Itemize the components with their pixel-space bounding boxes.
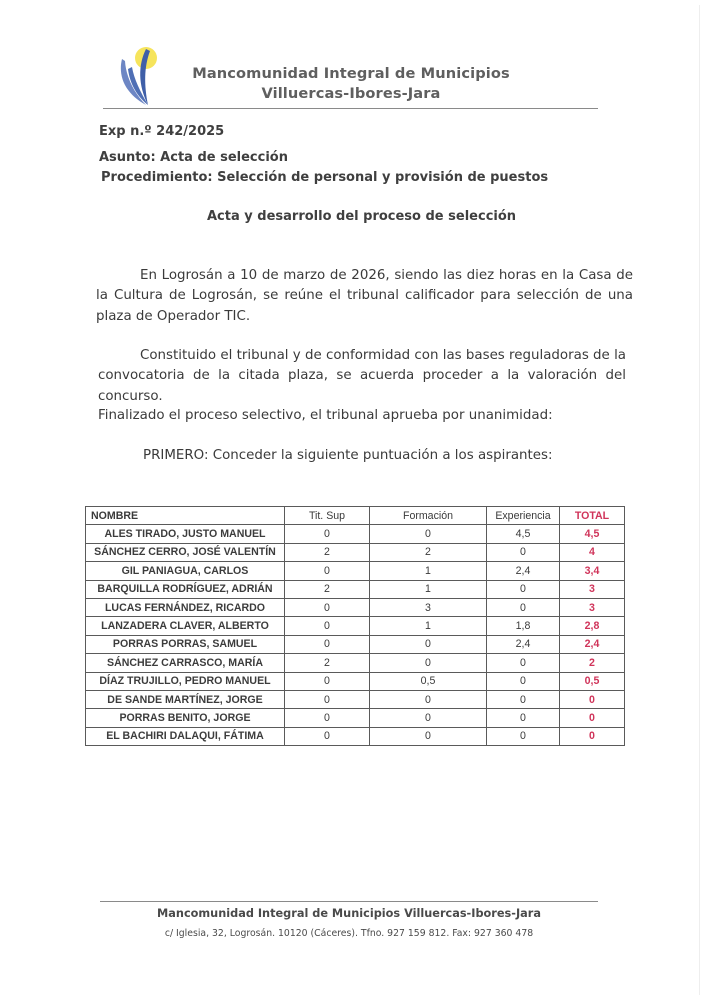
- scores-table: [85, 506, 625, 746]
- cell-formacion: 1: [370, 580, 487, 598]
- cell-nombre: LANZADERA CLAVER, ALBERTO: [86, 617, 285, 635]
- cell-nombre: ALES TIRADO, JUSTO MANUEL: [86, 525, 285, 543]
- org-line-2: Villuercas-Ibores-Jara: [261, 85, 441, 102]
- section-title: Acta y desarrollo del proceso de selección: [207, 209, 517, 224]
- cell-nombre: SÁNCHEZ CERRO, JOSÉ VALENTÍN: [86, 543, 285, 561]
- cell-nombre: DE SANDE MARTÍNEZ, JORGE: [86, 690, 285, 708]
- table-row: [86, 598, 625, 616]
- cell-experiencia: 0: [487, 727, 560, 745]
- cell-tit-sup: 2: [285, 654, 370, 672]
- cell-tit-sup: 0: [285, 562, 370, 580]
- mancomunidad-logo-icon: [116, 45, 164, 107]
- cell-total: 2,8: [560, 617, 625, 635]
- cell-formacion: 0: [370, 709, 487, 727]
- cell-formacion: 0: [370, 727, 487, 745]
- header-nombre: NOMBRE: [86, 507, 285, 525]
- cell-experiencia: 0: [487, 598, 560, 616]
- cell-nombre: PORRAS BENITO, JORGE: [86, 709, 285, 727]
- cell-tit-sup: 0: [285, 690, 370, 708]
- table-row: [86, 654, 625, 672]
- cell-formacion: 0: [370, 525, 487, 543]
- table-row: [86, 635, 625, 653]
- cell-formacion: 3: [370, 598, 487, 616]
- cell-nombre: DÍAZ TRUJILLO, PEDRO MANUEL: [86, 672, 285, 690]
- footer-divider: [100, 901, 598, 902]
- cell-total: 3,4: [560, 562, 625, 580]
- org-line-1: Mancomunidad Integral de Municipios: [192, 65, 510, 82]
- procedimiento: Procedimiento: Selección de personal y provisión de puestos: [101, 170, 549, 185]
- cell-experiencia: 2,4: [487, 635, 560, 653]
- cell-tit-sup: 0: [285, 598, 370, 616]
- cell-total: 0: [560, 727, 625, 745]
- cell-total: 0,5: [560, 672, 625, 690]
- cell-experiencia: 0: [487, 654, 560, 672]
- expediente-number: Exp n.º 242/2025: [99, 124, 225, 139]
- table-row: [86, 727, 625, 745]
- paragraph-primero: PRIMERO: Conceder la siguiente puntuación a los aspirantes:: [143, 448, 553, 463]
- cell-total: 3: [560, 580, 625, 598]
- table-row: [86, 617, 625, 635]
- cell-tit-sup: 0: [285, 525, 370, 543]
- organization-title: [175, 64, 527, 104]
- page-edge-line: [699, 5, 700, 995]
- cell-experiencia: 0: [487, 672, 560, 690]
- cell-nombre: EL BACHIRI DALAQUI, FÁTIMA: [86, 727, 285, 745]
- cell-formacion: 0: [370, 654, 487, 672]
- cell-formacion: 1: [370, 562, 487, 580]
- table-row: [86, 690, 625, 708]
- cell-nombre: LUCAS FERNÁNDEZ, RICARDO: [86, 598, 285, 616]
- footer-organization: Mancomunidad Integral de Municipios Villuercas-Ibores-Jara: [157, 907, 541, 920]
- header-divider: [103, 108, 598, 109]
- cell-tit-sup: 2: [285, 543, 370, 561]
- footer-address: c/ Iglesia, 32, Logrosán. 10120 (Cáceres). Tfno. 927 159 812. Fax: 927 360 478: [164, 928, 534, 939]
- header-total: TOTAL: [560, 507, 625, 525]
- cell-formacion: 0: [370, 635, 487, 653]
- cell-experiencia: 0: [487, 580, 560, 598]
- cell-total: 0: [560, 709, 625, 727]
- cell-total: 3: [560, 598, 625, 616]
- paragraph-meeting: En Logrosán a 10 de marzo de 2026, siendo las diez horas en la Casa de la Cultura de Logrosán, se reúne el tribunal calificador para selección de una plaza de Operador TIC.: [96, 268, 633, 324]
- table-row: [86, 672, 625, 690]
- cell-formacion: 2: [370, 543, 487, 561]
- cell-formacion: 0,5: [370, 672, 487, 690]
- cell-total: 4,5: [560, 525, 625, 543]
- cell-experiencia: 0: [487, 543, 560, 561]
- header-experiencia: Experiencia: [487, 507, 560, 525]
- paragraph-constitution: Constituido el tribunal y de conformidad con las bases reguladoras de la convocatoria de la citada plaza, se acuerda proceder a la valoración del concurso.: [98, 348, 626, 404]
- header-tit-sup: Tit. Sup: [285, 507, 370, 525]
- cell-formacion: 1: [370, 617, 487, 635]
- cell-tit-sup: 2: [285, 580, 370, 598]
- cell-tit-sup: 0: [285, 672, 370, 690]
- cell-total: 2: [560, 654, 625, 672]
- cell-experiencia: 0: [487, 690, 560, 708]
- cell-experiencia: 2,4: [487, 562, 560, 580]
- cell-experiencia: 0: [487, 709, 560, 727]
- cell-tit-sup: 0: [285, 635, 370, 653]
- cell-total: 4: [560, 543, 625, 561]
- table-row: [86, 525, 625, 543]
- cell-experiencia: 1,8: [487, 617, 560, 635]
- cell-experiencia: 4,5: [487, 525, 560, 543]
- cell-total: 0: [560, 690, 625, 708]
- table-row: [86, 580, 625, 598]
- cell-nombre: SÁNCHEZ CARRASCO, MARÍA: [86, 654, 285, 672]
- header-formacion: Formación: [370, 507, 487, 525]
- table-header-row: [86, 507, 625, 525]
- cell-tit-sup: 0: [285, 617, 370, 635]
- cell-nombre: PORRAS PORRAS, SAMUEL: [86, 635, 285, 653]
- paragraph-approval: Finalizado el proceso selectivo, el tribunal aprueba por unanimidad:: [98, 408, 553, 423]
- cell-tit-sup: 0: [285, 709, 370, 727]
- table-row: [86, 709, 625, 727]
- cell-nombre: BARQUILLA RODRÍGUEZ, ADRIÁN: [86, 580, 285, 598]
- cell-formacion: 0: [370, 690, 487, 708]
- cell-tit-sup: 0: [285, 727, 370, 745]
- table-row: [86, 562, 625, 580]
- table-row: [86, 543, 625, 561]
- cell-total: 2,4: [560, 635, 625, 653]
- cell-nombre: GIL PANIAGUA, CARLOS: [86, 562, 285, 580]
- asunto: Asunto: Acta de selección: [99, 150, 288, 165]
